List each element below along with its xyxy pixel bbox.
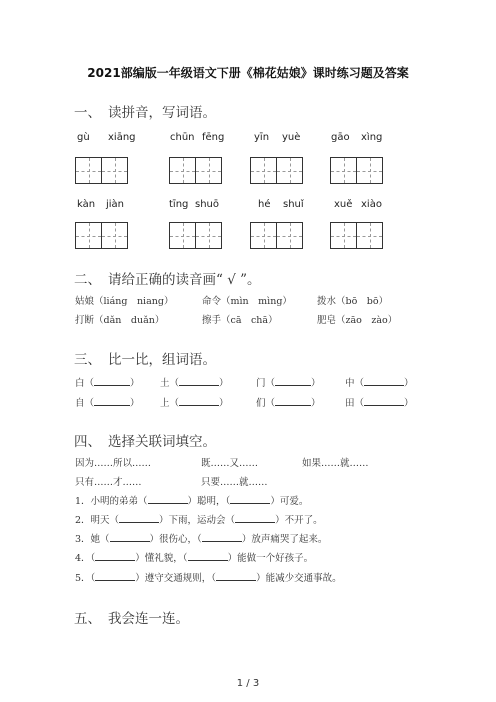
- compare-item: 中（ ）: [345, 378, 414, 389]
- pinyin-2-3b: shuǐ: [283, 199, 304, 210]
- compare-item: 白（ ）: [75, 378, 140, 389]
- writing-box[interactable]: [356, 222, 383, 249]
- section-text: 读拼音，写词语。: [108, 105, 216, 121]
- pinyin-2-2a: tīng: [169, 199, 189, 210]
- conjunction-option: 只有……才……: [75, 477, 142, 488]
- conjunction-option: 如果……就……: [302, 458, 369, 469]
- pinyin-2-4b: xiào: [361, 199, 382, 210]
- answer-blank[interactable]: [364, 396, 404, 406]
- answer-blank[interactable]: [94, 396, 130, 406]
- writing-box[interactable]: [356, 157, 383, 184]
- page-number: 1 / 3: [236, 678, 260, 689]
- pinyin-2-3a: hé: [258, 199, 271, 210]
- section-text: 我会连一连。: [108, 611, 189, 627]
- section-1-heading: [74, 101, 216, 121]
- writing-grid-pair: [75, 157, 128, 184]
- pinyin-1-4b: xìng: [361, 132, 383, 143]
- compare-item: 自（ ）: [75, 398, 140, 409]
- writing-grid-pair: [75, 222, 128, 249]
- writing-grid-pair: [330, 222, 383, 249]
- section-text: 请给正确的读音画“ √ ”。: [108, 272, 261, 288]
- answer-blank[interactable]: [235, 513, 275, 523]
- writing-box[interactable]: [169, 222, 196, 249]
- writing-box[interactable]: [276, 157, 303, 184]
- writing-grid-pair: [330, 157, 383, 184]
- pinyin-2-1a: kàn: [77, 199, 96, 210]
- fill-sentence: 1．小明的弟弟（ ）聪明，（ ）可爱。: [75, 496, 309, 507]
- writing-box[interactable]: [250, 222, 277, 249]
- answer-blank[interactable]: [202, 532, 242, 542]
- compare-item: 土（ ）: [160, 378, 229, 389]
- answer-blank[interactable]: [95, 551, 135, 561]
- conjunction-option: 既……又……: [201, 458, 259, 469]
- answer-blank[interactable]: [179, 396, 219, 406]
- answer-blank[interactable]: [110, 532, 150, 542]
- section-2-heading: [74, 268, 261, 288]
- answer-blank[interactable]: [148, 494, 188, 504]
- fill-sentence: 2．明天（ ）下雨，运动会（ ）不开了。: [75, 515, 323, 526]
- writing-box[interactable]: [75, 157, 102, 184]
- compare-item: 上（ ）: [160, 398, 229, 409]
- conjunction-option: 只要……就……: [201, 477, 268, 488]
- writing-box[interactable]: [330, 157, 357, 184]
- pinyin-1-3a: yīn: [254, 132, 270, 143]
- answer-blank[interactable]: [119, 513, 159, 523]
- writing-grid-pair: [169, 157, 222, 184]
- answer-blank[interactable]: [216, 571, 256, 581]
- writing-box[interactable]: [195, 157, 222, 184]
- section-number: 一、: [74, 105, 101, 121]
- section-5-heading: [74, 607, 189, 627]
- pinyin-1-2b: fēng: [202, 132, 225, 143]
- section-number: 五、: [74, 611, 101, 627]
- writing-box[interactable]: [101, 157, 128, 184]
- fill-sentence: 3．她（ ）很伤心，（ ）放声痛哭了起来。: [75, 534, 328, 545]
- writing-box[interactable]: [330, 222, 357, 249]
- reading-option[interactable]: 擦手（cā chā）: [202, 315, 278, 326]
- writing-grid-pair: [250, 222, 303, 249]
- writing-box[interactable]: [101, 222, 128, 249]
- pinyin-1-1b: xiāng: [108, 132, 136, 143]
- fill-sentence: 4．（ ）懂礼貌，（ ）能做一个好孩子。: [75, 553, 314, 564]
- section-number: 二、: [74, 272, 101, 288]
- writing-box[interactable]: [250, 157, 277, 184]
- pinyin-1-1a: gù: [77, 132, 90, 143]
- answer-blank[interactable]: [275, 396, 311, 406]
- section-text: 比一比，组词语。: [108, 352, 216, 368]
- section-4-heading: [74, 430, 216, 450]
- writing-grid-pair: [169, 222, 222, 249]
- answer-blank[interactable]: [275, 376, 311, 386]
- section-3-heading: [74, 348, 216, 368]
- answer-blank[interactable]: [230, 494, 270, 504]
- writing-box[interactable]: [75, 222, 102, 249]
- answer-blank[interactable]: [179, 376, 219, 386]
- fill-sentence: 5．（ ）遵守交通规则，（ ）能减少交通事故。: [75, 573, 342, 584]
- reading-option[interactable]: 肥皂（zāo zào）: [317, 315, 398, 326]
- writing-box[interactable]: [276, 222, 303, 249]
- answer-blank[interactable]: [95, 571, 135, 581]
- pinyin-2-4a: xuě: [334, 199, 353, 210]
- pinyin-2-1b: jiàn: [106, 199, 125, 210]
- reading-option[interactable]: 打断（dǎn duǎn）: [75, 315, 165, 326]
- compare-item: 门（ ）: [256, 378, 321, 389]
- conjunction-option: 因为……所以……: [75, 458, 152, 469]
- reading-option[interactable]: 姑娘（liáng niang）: [75, 296, 174, 307]
- answer-blank[interactable]: [364, 376, 404, 386]
- writing-box[interactable]: [169, 157, 196, 184]
- pinyin-1-4a: gāo: [331, 132, 350, 143]
- writing-box[interactable]: [195, 222, 222, 249]
- pinyin-2-2b: shuō: [195, 199, 220, 210]
- section-number: 三、: [74, 352, 101, 368]
- reading-option[interactable]: 拨水（bō bō）: [317, 296, 389, 307]
- pinyin-1-3b: yuè: [282, 132, 301, 143]
- writing-grid-pair: [250, 157, 303, 184]
- section-number: 四、: [74, 434, 101, 450]
- section-text: 选择关联词填空。: [108, 434, 216, 450]
- compare-item: 们（ ）: [256, 398, 321, 409]
- compare-item: 田（ ）: [345, 398, 414, 409]
- answer-blank[interactable]: [94, 376, 130, 386]
- pinyin-1-2a: chūn: [170, 132, 195, 143]
- reading-option[interactable]: 命令（mìn mìng）: [202, 296, 292, 307]
- document-title: 2021部编版一年级语文下册《棉花姑娘》课时练习题及答案: [87, 66, 409, 80]
- answer-blank[interactable]: [188, 551, 228, 561]
